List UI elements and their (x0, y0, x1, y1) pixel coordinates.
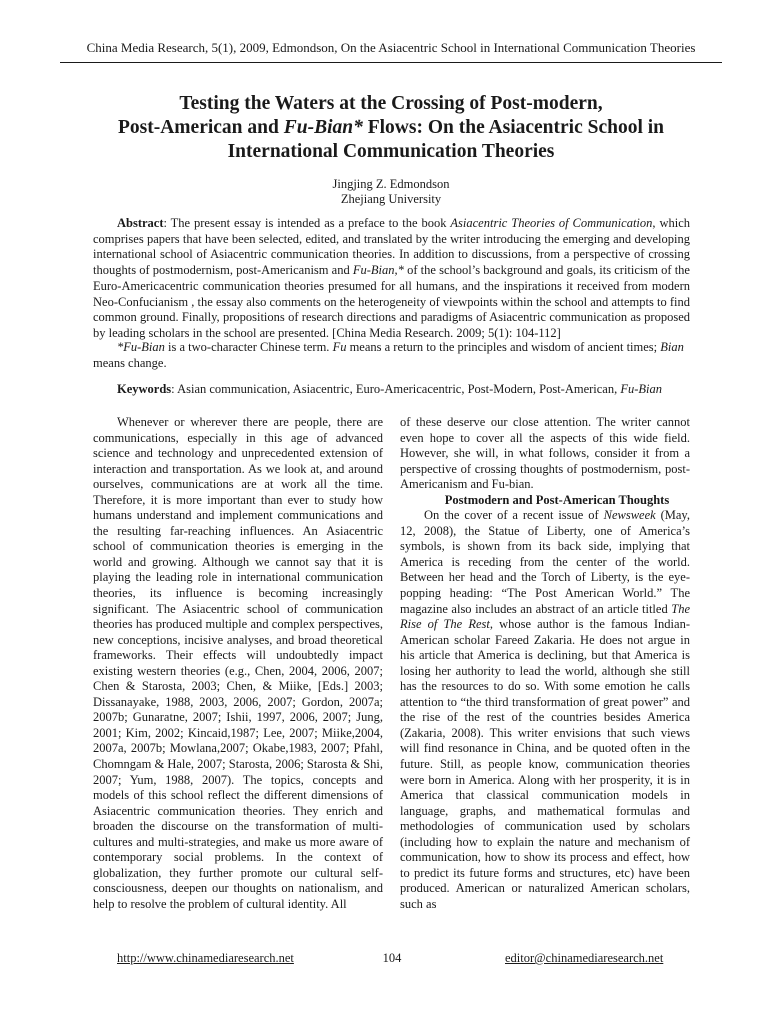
footer-url-link[interactable]: http://www.chinamediaresearch.net (117, 951, 294, 965)
abstract-indent (93, 216, 117, 230)
abstract-fu-bian: Fu-Bian,* (352, 263, 404, 278)
title-line-2-prefix: Post-American and (117, 117, 284, 138)
abstract (93, 216, 690, 342)
author-affiliation: Zhejiang University (340, 192, 442, 206)
article-title-italic: The Rise of The Rest (400, 601, 690, 632)
page-number: 104 (382, 951, 402, 965)
newsweek-italic: Newsweek (603, 508, 656, 523)
running-head: China Media Research, 5(1), 2009, Edmondson, On the Asiacentric School in International Communication Theories (86, 40, 696, 55)
footnote-bian: Bian (660, 340, 684, 354)
footnote-indent (93, 340, 117, 354)
para-text-a: On the cover of a recent issue of (424, 508, 604, 523)
title-line-2 (90, 116, 692, 140)
abstract-text-c: of the school’s background and goals, its criticism of the Euro-Americacentric communication theories presumed for all humans, and the inspirations it received from modern Neo-Confucianism , the essay also comments on the heterogeneity of viewpoints within the school and attempts to find common ground. Finally, propositions of research directions and paradigms of Asiacentric communication as proposed by leading scholars in the school are presented. [China Media Research. 2009; 5(1): 104-112] (93, 263, 690, 340)
footnote-term: *Fu-Bian (117, 340, 165, 354)
abstract-text-b: , which comprises papers that have been selected, edited, and translated by the writer introducing the emerging and developing international school of Asiacentric communication theories. In addition to discussions, from a perspective of crossing thoughts of postmodernism, post-Americanism and (93, 216, 690, 278)
footer-email-link[interactable]: editor@chinamediaresearch.net (505, 951, 664, 965)
footnote-text-b: means a return to the principles and wisdom of ancient times; (346, 340, 661, 354)
title-line-3: International Communication Theories (227, 141, 555, 162)
keywords-text: : Asian communication, Asiacentric, Euro-Americacentric, Post-Modern, Post-American, (171, 382, 621, 396)
footnote-text-a: is a two-character Chinese term. (164, 340, 333, 354)
title-line-2-suffix: Flows: On the Asiacentric School in (362, 117, 665, 138)
title-fu-bian: Fu-Bian* (283, 117, 363, 138)
footnote-text-c: means change. (93, 355, 167, 370)
paper-title (90, 92, 692, 164)
author-block (200, 177, 582, 207)
keywords-indent (93, 382, 117, 396)
abstract-label: Abstract (117, 216, 164, 230)
abstract-book-title: Asiacentric Theories of Communication (450, 216, 653, 230)
keywords-fu-bian: Fu-Bian (620, 382, 663, 396)
section-heading: Postmodern and Post-American Thoughts (444, 492, 670, 507)
keywords (93, 382, 690, 398)
body-column-left (93, 415, 383, 913)
footnote-fu: Fu (332, 340, 347, 354)
body-paragraph-continued: of these deserve our close attention. The writer cannot even hope to cover all the aspects of this wide field. However, she will, in what follows, consider it from a perspective of crossing thoughts of postmodernism, post-Americanism and Fu-bian. (400, 415, 690, 492)
body-column-right (400, 415, 690, 913)
fu-bian-footnote (93, 340, 690, 371)
header-rule (60, 62, 722, 63)
abstract-text-a: : The present essay is intended as a preface to the book (163, 216, 451, 230)
title-line-1: Testing the Waters at the Crossing of Post-modern, (179, 93, 603, 114)
body-paragraph-newsweek (400, 508, 690, 912)
author-name: Jingjing Z. Edmondson (332, 177, 450, 191)
para-text-c: , whose author is the famous Indian-American scholar Fareed Zakaria. He does not argue in his article that America is declining, but that America is losing her authority to lead the world, although she still has the resources to do so. With some emotion he calls attention to “the third transformation of great power” and the rise of the rest of the countries besides America (Zakaria, 2008). This writer envisions that such views will find resonance in China, and be quoted often in the future. Still, as people know, communication theories were born in America. Along with her prosperity, it is in America that classical communication models in language, graphs, and mathematical formulas and methodologies of communication used by scholars (including how to explain the nature and mechanism of communication, how to show its process and effect, how to predict its future forms and structures, etc) have been produced. American or naturalized American scholars, such as (400, 617, 690, 911)
keywords-label: Keywords (117, 382, 172, 396)
para-text-b: (May, 12, 2008), the Statue of Liberty, one of America’s symbols, is shown from its back side, implying that America is receding from the center of the world. Between her head and the Torch of Liberty, is the eye-popping heading: “The Post American World.” The magazine also includes an abstract of an article titled (400, 508, 690, 616)
body-paragraph: Whenever or wherever there are people, there are communications, especially in this age of advanced science and technology and unprecedented extension of interaction and transportation. As we look at, and around ourselves, communications are at work all the time. Therefore, it is more important than ever to study how humans understand and implement communications and the resulting far-reaching influences. An Asiacentric school of communication theories is emerging in the world and growing. Although we cannot say that it is playing the leading role in international communication theories, its influence is becoming increasingly significant. The Asiacentric school of communication theories has produced multiple and complex perspectives, new conceptions, incisive analyses, and broad theoretical frameworks. Their effects will undoubtedly impact existing western theories (e.g., Chen, 2004, 2006, 2007; Chen & Starosta, 2003; Chen, & Miike, [Eds.] 2003; Dissanayake, 1988, 2003, 2006, 2007; Gordon, 2007a; 2007b; Gunaratne, 2007; Ishii, 1997, 2006, 2007; Jung, 2001; Kim, 2002; Kincaid,1987; Lee, 2007; Miike,2004, 2007a, 2007b; Mowlana,2007; Okabe,1983, 2007; Pfahl, Chomngam & Hale, 2007; Starosta, 2006; Starosta & Shi, 2007; Yum, 1988, 2007). The topics, concepts and models of this school reflect the different dimensions of Asiacentric communication theories. They enrich and broaden the discourse on the transformation of multi-cultures and multi-strategies, and make us more aware of contemporary social problems. In the context of globalization, they further promote our cultural self-consciousness, deepen our thoughts on nationalism, and help to resolve the problem of cultural identity. All (93, 415, 383, 911)
